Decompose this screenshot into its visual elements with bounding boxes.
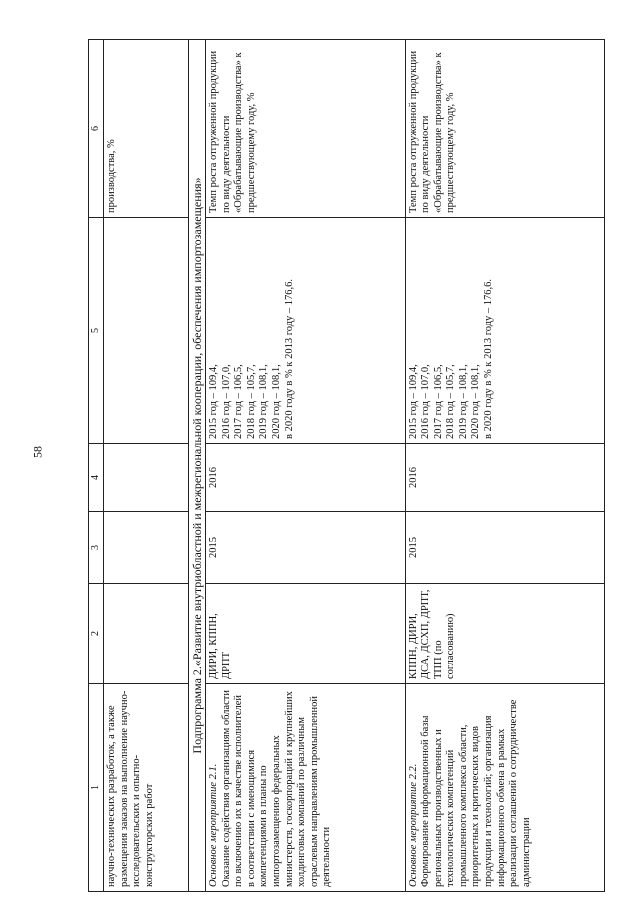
- value-line: 2017 год – 106,5,: [233, 364, 245, 439]
- continuation-row: [104, 40, 189, 892]
- table-row: [206, 40, 406, 892]
- empty-cell: [104, 512, 189, 584]
- empty-cell: [104, 584, 189, 684]
- value-line: 2020 год – 108,1,: [470, 364, 482, 439]
- value-line: 2016 год – 107,0,: [220, 364, 232, 439]
- executors-cell: ДИРИ, КППН, ДРПТ: [206, 584, 406, 684]
- table-row: [405, 40, 605, 892]
- continuation-indicator: производства, %: [104, 40, 189, 218]
- measure-title: Основное мероприятие 2.1.: [208, 763, 219, 887]
- measure-title: Основное мероприятие 2.2.: [407, 763, 419, 887]
- measure-text: Формирование информационной базы региональных производственных и технологических компетенций промышленного комплекса области, приоритетных и критических видов продукции и технологий; организация информационного обмена в рамках реализации соглашений о сотрудничестве администрации: [420, 699, 532, 887]
- rotated-table-container: [88, 40, 605, 892]
- measures-table: [88, 39, 605, 892]
- end-year-cell: 2016: [405, 444, 605, 512]
- value-line: 2020 год – 108,1,: [270, 364, 282, 439]
- value-line: 2015 год – 109,4,: [407, 364, 419, 439]
- page-number: 58: [30, 446, 45, 458]
- value-line: 2018 год – 105,7,: [445, 364, 457, 439]
- value-line: 2018 год – 105,7,: [245, 364, 257, 439]
- header-cell: 5: [89, 218, 104, 444]
- empty-cell: [104, 444, 189, 512]
- measure-cell: [405, 684, 605, 892]
- value-line: 2015 год – 109,4,: [208, 364, 219, 439]
- value-line: 2017 год – 106,5,: [432, 364, 444, 439]
- start-year-cell: 2015: [405, 512, 605, 584]
- indicator-values-cell: [405, 218, 605, 444]
- value-line: 2019 год – 108,1,: [457, 364, 469, 439]
- subprogram-title: Подпрограмма 2.«Развитие внутриобластной и межрегиональной кооперации, обеспечения импортозамещения»: [189, 40, 206, 892]
- header-cell: 1: [89, 684, 104, 892]
- value-line: 2019 год – 108,1,: [258, 364, 270, 439]
- start-year-cell: 2015: [206, 512, 406, 584]
- measure-text: Оказание содействия организациям области по включению их в качестве исполнителей в соответствии с имеющимися компетенциями в планы по импортозамещению федеральных министерств, госкорпораций и крупнейших холдинговых компаний по различным отраслевым направлениям промышленной деятельности: [220, 690, 333, 887]
- header-cell: 6: [89, 40, 104, 218]
- executors-cell: КППН, ДИРИ, ДСА, ДСХП, ДРПТ, ТПП (по согласованию): [405, 584, 605, 684]
- header-cell: 2: [89, 584, 104, 684]
- continuation-text: научно-технических разработок, а также размещения заказов на выполнение научно-исследовательских и опытно-конструкторских работ: [104, 684, 189, 892]
- value-line: в 2020 году в % к 2013 году – 176,6.: [483, 278, 495, 439]
- value-line: в 2020 году в % к 2013 году – 176,6.: [283, 278, 295, 439]
- value-line: 2016 год – 107,0,: [420, 364, 432, 439]
- indicator-values-cell: [206, 218, 406, 444]
- indicator-cell: Темп роста отгруженной продукции по виду деятельности «Обрабатывающие производства» к предшествующему году, %: [206, 40, 406, 218]
- empty-cell: [104, 218, 189, 444]
- end-year-cell: 2016: [206, 444, 406, 512]
- table-header-row: [89, 40, 104, 892]
- header-cell: 3: [89, 512, 104, 584]
- subprogram-row: [189, 40, 206, 892]
- indicator-cell: Темп роста отгруженной продукции по виду деятельности «Обрабатывающие производства» к предшествующему году, %: [405, 40, 605, 218]
- measure-cell: [206, 684, 406, 892]
- header-cell: 4: [89, 444, 104, 512]
